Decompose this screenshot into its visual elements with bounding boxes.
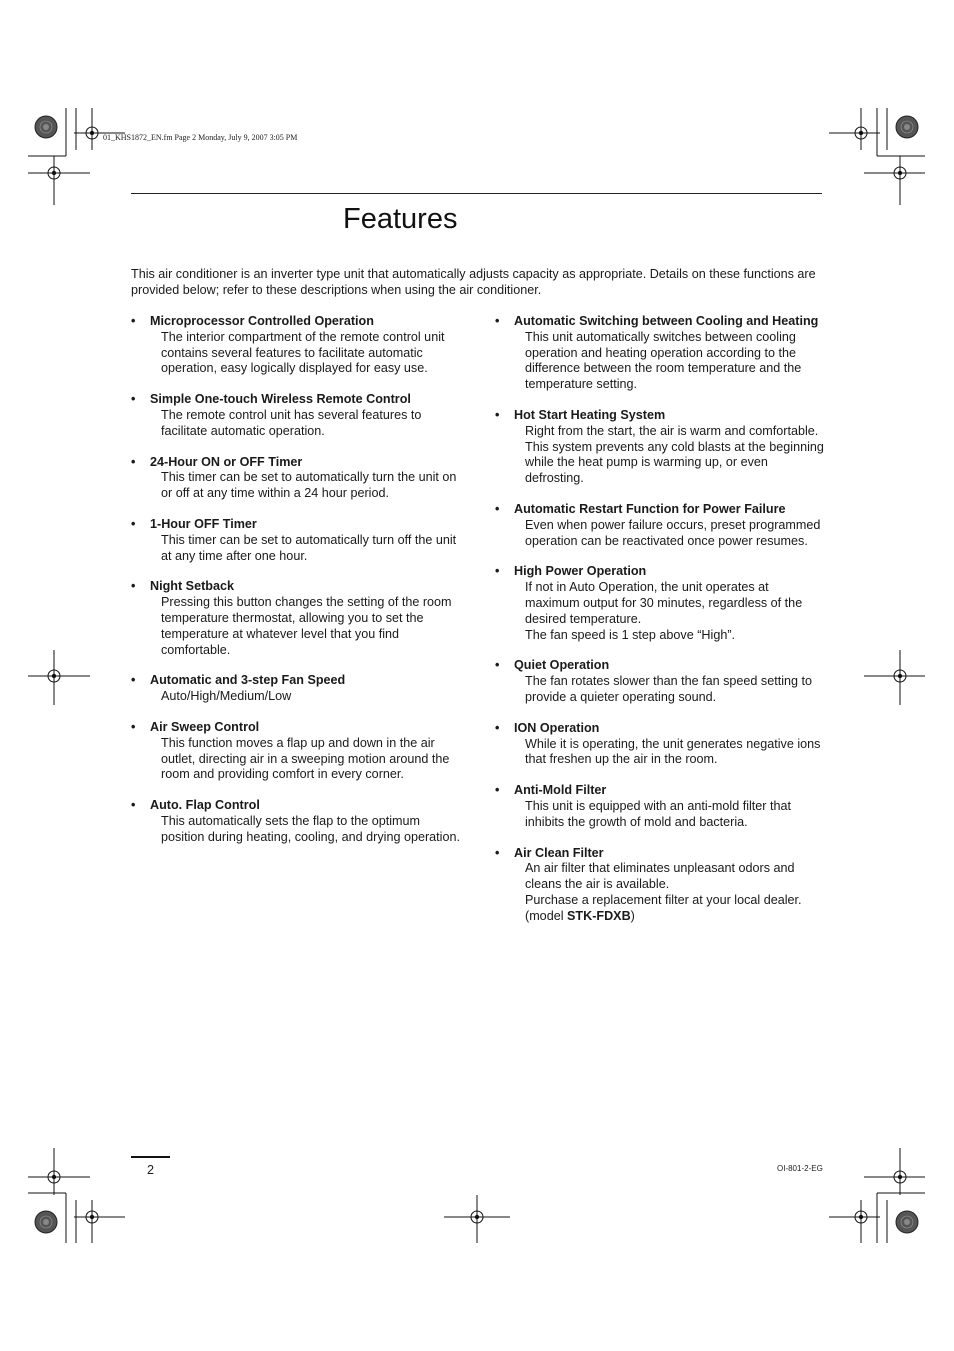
bullet: • xyxy=(495,845,500,860)
feature-description: Right from the start, the air is warm and comfortable. This system prevents any cold blasts at the beginning while the heat pump is warming up, or even defrosting. xyxy=(525,423,824,486)
feature-title: Automatic Restart Function for Power Failure xyxy=(514,501,786,516)
feature-item xyxy=(131,392,461,439)
bullet: • xyxy=(131,719,136,734)
page-number: 2 xyxy=(147,1163,155,1177)
model-number: STK-FDXB xyxy=(567,908,631,923)
feature-title: Quiet Operation xyxy=(514,658,610,673)
feature-description: This unit automatically switches between cooling operation and heating operation according to the difference between the room temperature and the temperature setting. xyxy=(525,329,802,392)
feature-description: This timer can be set to automatically turn the unit on or off at any time within a 24 hour period. xyxy=(161,470,457,501)
feature-item xyxy=(131,798,461,845)
bullet: • xyxy=(495,501,500,516)
feature-item xyxy=(495,564,825,643)
feature-item xyxy=(495,783,825,830)
title-rule xyxy=(131,193,822,194)
feature-title: Simple One-touch Wireless Remote Control xyxy=(150,392,411,407)
feature-item xyxy=(131,720,461,783)
feature-title: 24-Hour ON or OFF Timer xyxy=(150,454,303,469)
feature-title: Air Clean Filter xyxy=(514,845,604,860)
feature-description: Pressing this button changes the setting of the room temperature thermostat, allowing you to set the temperature at whatever level that you find comfortable. xyxy=(161,595,452,657)
bullet: • xyxy=(495,783,500,798)
bullet: • xyxy=(131,392,136,407)
feature-description: If not in Auto Operation, the unit operates at maximum output for 30 minutes, regardless of the desired temperature. The fan speed is 1 step above “High”. xyxy=(525,580,803,642)
feature-description: The interior compartment of the remote control unit contains several features to facilitate automatic operation, easy logically displayed for easy use. xyxy=(161,329,445,376)
feature-title: Air Sweep Control xyxy=(150,719,260,734)
feature-item xyxy=(495,502,825,549)
bullet: • xyxy=(131,673,136,688)
feature-description: Even when power failure occurs, preset programmed operation can be reactivated once power resumes. xyxy=(525,517,821,548)
feature-item xyxy=(495,721,825,768)
bullet: • xyxy=(131,314,136,328)
feature-title: High Power Operation xyxy=(514,564,647,579)
feature-title: Automatic and 3-step Fan Speed xyxy=(150,673,346,688)
intro-paragraph: This air conditioner is an inverter type unit that automatically adjusts capacity as appropriate. Details on these functions are provided below; refer to these descriptions when using the air conditioner. xyxy=(131,267,816,297)
file-info-header: 01_KHS1872_EN.fm Page 2 Monday, July 9, 2007 3:05 PM xyxy=(103,133,298,142)
feature-title: ION Operation xyxy=(514,720,600,735)
features-right-column xyxy=(495,314,825,940)
feature-item xyxy=(495,314,825,393)
feature-description-end: ) xyxy=(630,908,635,923)
feature-title: Automatic Switching between Cooling and Heating xyxy=(514,314,819,328)
feature-description: This unit is equipped with an anti-mold filter that inhibits the growth of mold and bacteria. xyxy=(525,798,792,829)
bullet: • xyxy=(495,658,500,673)
feature-description: This automatically sets the flap to the optimum position during heating, cooling, and drying operation. xyxy=(161,813,460,844)
feature-item xyxy=(131,455,461,502)
feature-title: Night Setback xyxy=(150,579,234,594)
bullet: • xyxy=(131,516,136,531)
bullet: • xyxy=(495,407,500,422)
bullet: • xyxy=(495,564,500,579)
feature-item xyxy=(495,846,825,925)
feature-description: While it is operating, the unit generates negative ions that freshen up the air in the room. xyxy=(525,736,821,767)
bullet: • xyxy=(495,720,500,735)
feature-title: Auto. Flap Control xyxy=(150,798,260,813)
feature-description: The fan rotates slower than the fan speed setting to provide a quieter operating sound. xyxy=(525,674,813,704)
page-title: Features xyxy=(343,203,458,235)
feature-title: 1-Hour OFF Timer xyxy=(150,516,257,531)
feature-description: This function moves a flap up and down in the air outlet, directing air in a sweeping motion around the room and providing comfort in every corner. xyxy=(161,735,450,782)
feature-item xyxy=(495,408,825,487)
feature-item xyxy=(131,673,461,705)
footer-rule xyxy=(131,1156,170,1158)
bullet: • xyxy=(131,454,136,469)
bullet: • xyxy=(131,798,136,813)
bullet: • xyxy=(131,579,136,594)
feature-item xyxy=(495,658,825,705)
feature-title: Hot Start Heating System xyxy=(514,407,666,422)
feature-description: This timer can be set to automatically turn off the unit at any time after one hour. xyxy=(161,532,457,563)
bullet: • xyxy=(495,314,500,328)
feature-description: The remote control unit has several features to facilitate automatic operation. xyxy=(161,407,422,438)
document-code: OI-801-2-EG xyxy=(777,1164,823,1173)
feature-description-text: An air filter that eliminates unpleasant odors and cleans the air is available. Purchase a replacement filter at your local dealer. (model xyxy=(525,861,802,923)
feature-title: Microprocessor Controlled Operation xyxy=(150,314,374,328)
feature-item xyxy=(131,517,461,564)
feature-item xyxy=(131,314,461,377)
feature-item xyxy=(131,579,461,658)
feature-description xyxy=(514,861,825,924)
feature-description: Auto/High/Medium/Low xyxy=(161,689,292,704)
feature-title: Anti-Mold Filter xyxy=(514,783,607,798)
features-left-column xyxy=(131,314,461,861)
